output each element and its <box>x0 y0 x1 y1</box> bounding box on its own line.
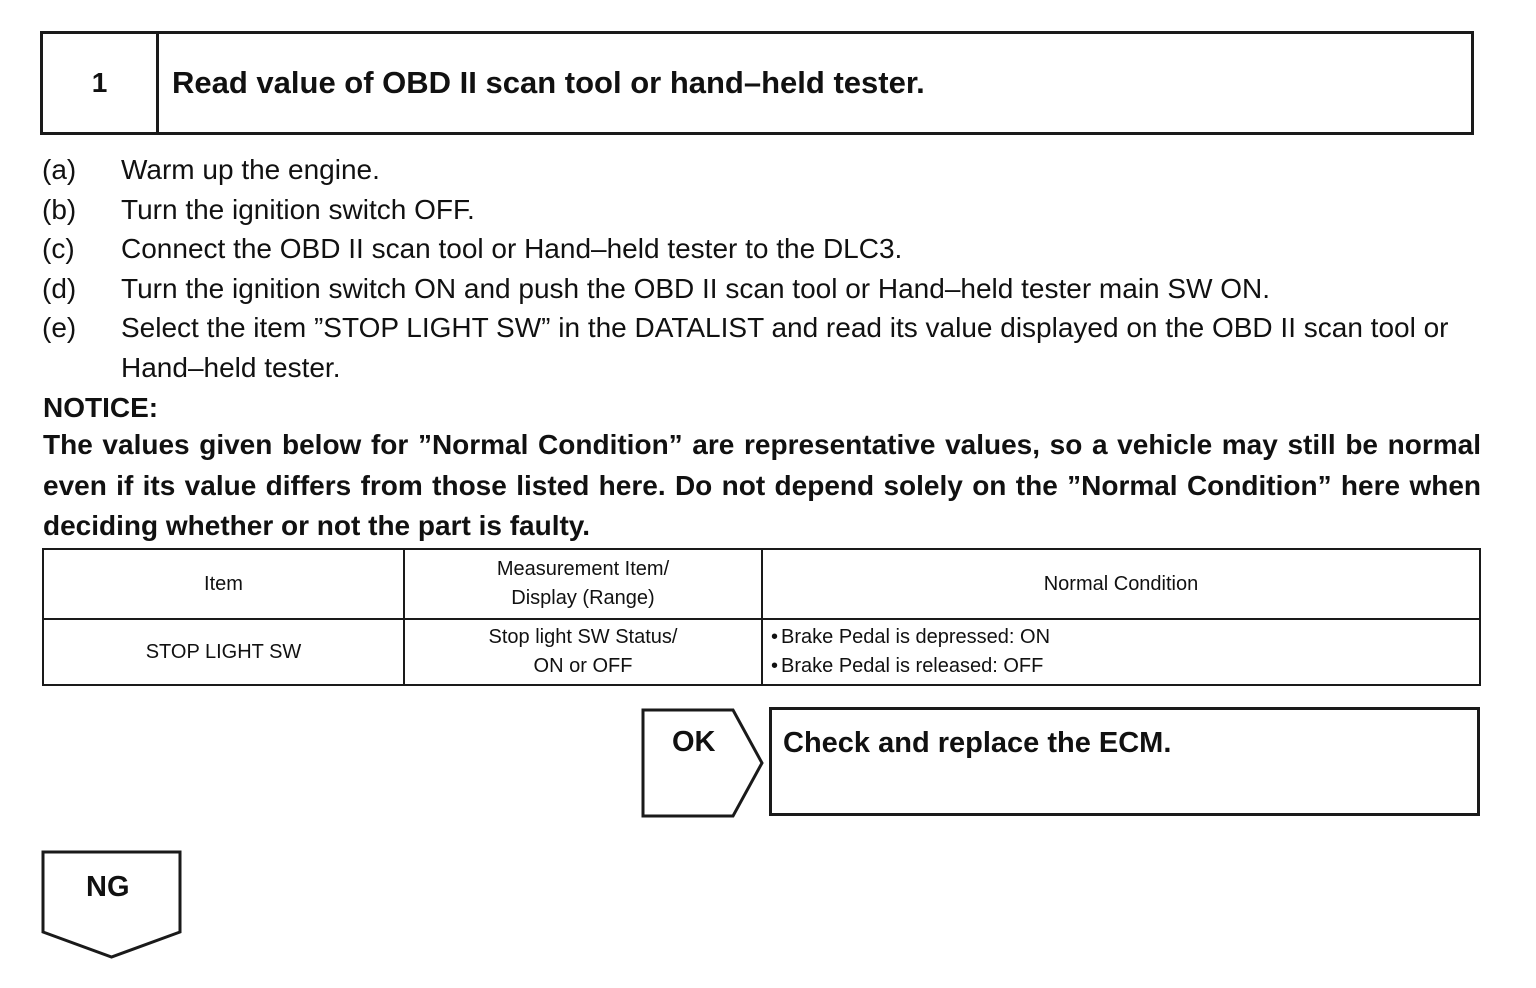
instruction-item <box>42 190 1482 230</box>
instruction-text: Turn the ignition switch OFF. <box>121 193 475 225</box>
instruction-label: (e) <box>42 312 77 343</box>
table-row <box>43 619 1480 685</box>
condition-released: • Brake Pedal is released: OFF <box>771 652 1479 681</box>
header-normal-condition: Normal Condition <box>762 549 1480 619</box>
table-header-row <box>43 549 1480 619</box>
ng-label: NG <box>86 871 130 903</box>
cell-measurement <box>404 619 762 685</box>
instruction-text: Select the item ”STOP LIGHT SW” in the DATALIST and read its value displayed on the OBD II scan tool or Hand–held tester. <box>121 312 1449 383</box>
notice-heading: NOTICE: <box>43 392 159 423</box>
instruction-label: (c) <box>42 233 75 264</box>
ok-result-box <box>769 707 1480 816</box>
instruction-item <box>42 308 1482 387</box>
step-header <box>40 31 1474 135</box>
ok-arrow-shape <box>641 708 765 818</box>
cell-measurement-line2: ON or OFF <box>533 655 633 677</box>
ok-result-text: Check and replace the ECM. <box>783 727 1172 759</box>
instruction-item <box>42 229 1482 269</box>
step-title: Read value of OBD II scan tool or hand–held tester. <box>172 65 925 100</box>
cell-normal-condition <box>762 619 1480 685</box>
ng-arrow-shape <box>41 850 182 960</box>
instruction-label: (d) <box>42 272 77 304</box>
instruction-text: Connect the OBD II scan tool or Hand–held tester to the DLC3. <box>121 233 903 264</box>
condition-depressed: • Brake Pedal is depressed: ON <box>771 623 1479 652</box>
instruction-item <box>42 269 1482 309</box>
notice-text: The values given below for ”Normal Condition” are representative values, so a vehicle may still be normal even if its value differs from those listed here. Do not depend solely on the ”Normal Condition” here when deciding whether or not the part is faulty. <box>43 429 1481 541</box>
cell-measurement-line1: Stop light SW Status/ <box>488 626 678 648</box>
instruction-text: Warm up the engine. <box>121 154 380 185</box>
cell-item: STOP LIGHT SW <box>43 619 404 685</box>
header-measurement <box>404 549 762 619</box>
header-item: Item <box>43 549 404 619</box>
instruction-text: Turn the ignition switch ON and push the OBD II scan tool or Hand–held tester main SW ON. <box>121 272 1271 304</box>
ok-label: OK <box>672 726 716 758</box>
header-measurement-line2: Display (Range) <box>511 587 655 609</box>
data-list-table <box>42 548 1481 686</box>
header-measurement-line1: Measurement Item/ <box>496 558 670 580</box>
instruction-label: (b) <box>42 193 77 225</box>
instruction-label: (a) <box>42 154 77 185</box>
step-number: 1 <box>43 34 159 132</box>
instruction-item <box>42 150 1482 190</box>
instruction-list <box>42 150 1482 387</box>
